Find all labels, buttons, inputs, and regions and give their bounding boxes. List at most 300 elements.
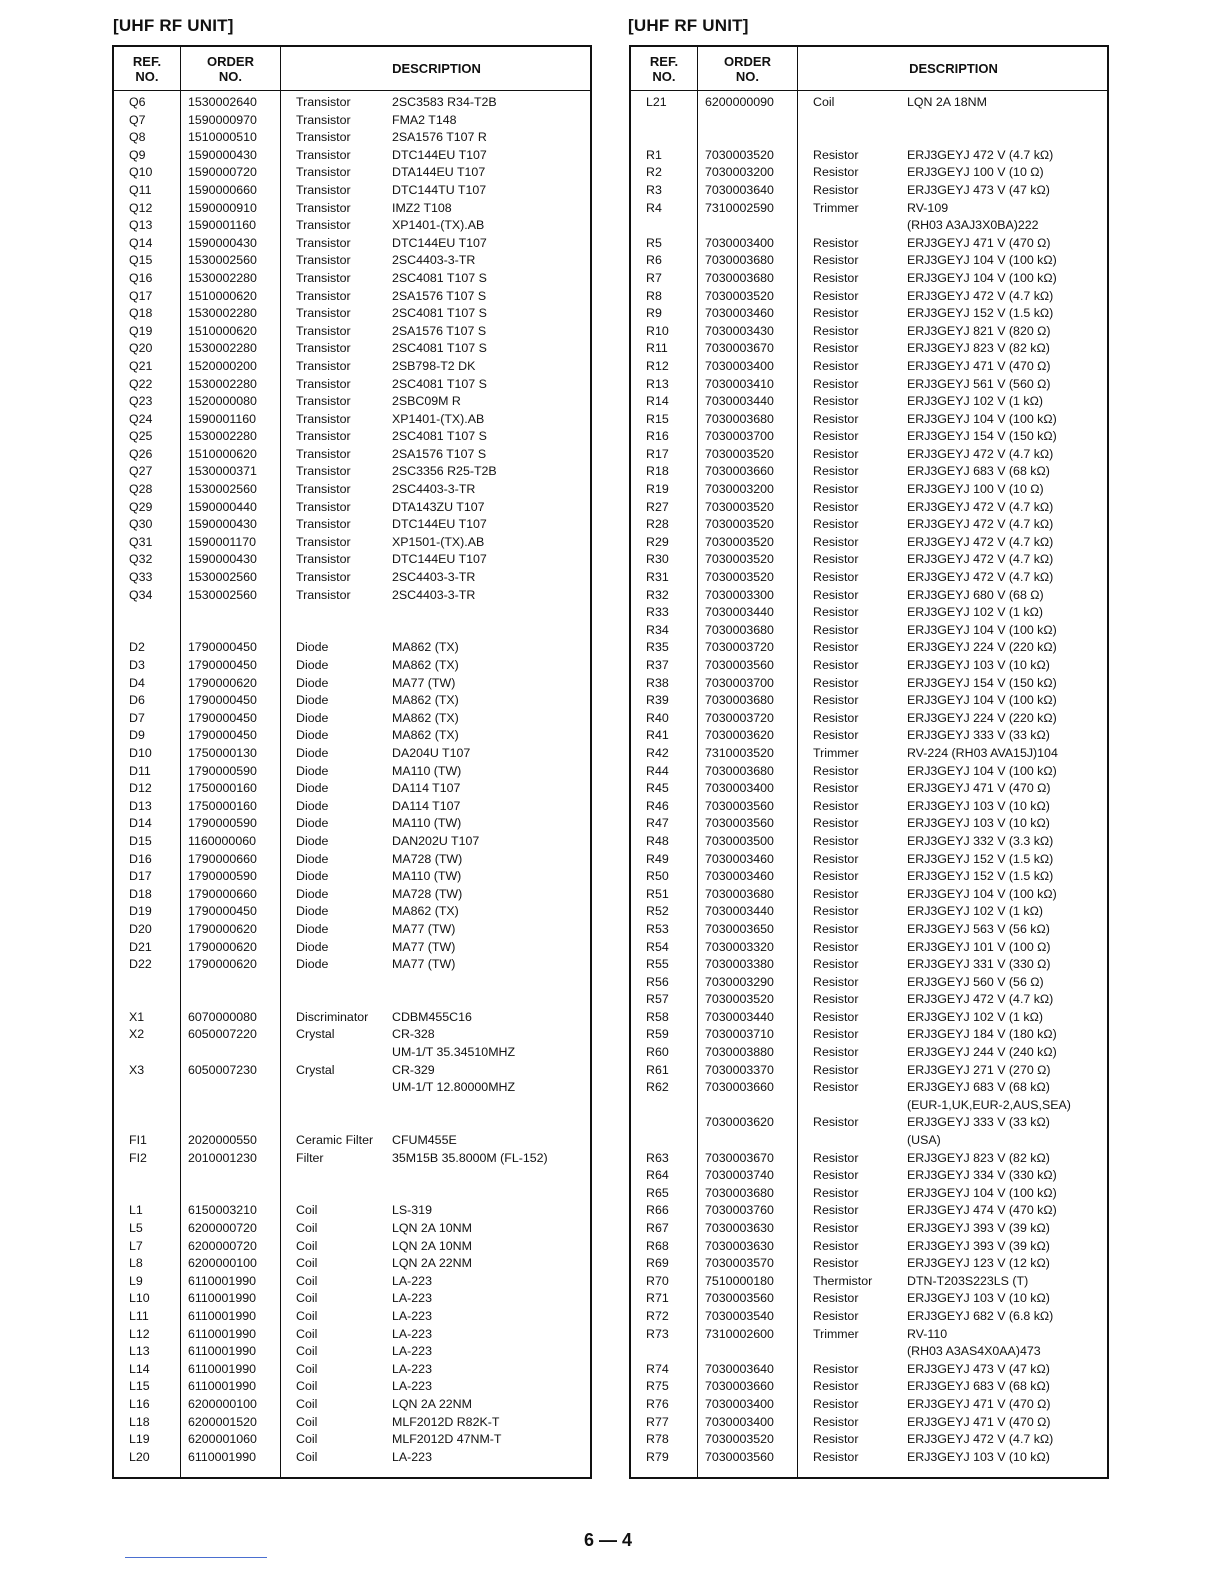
table-row	[631, 798, 1107, 816]
order-cell: 7030003560	[705, 816, 774, 831]
order-cell: 7030003460	[705, 306, 774, 321]
description-cell: LA-223	[392, 1449, 432, 1464]
ref-cell: FI1	[129, 1133, 147, 1148]
order-cell: 7030003380	[705, 957, 774, 972]
order-cell: 7030003700	[705, 675, 774, 690]
description-cell: DA114 T107	[392, 781, 461, 796]
description-cell: ERJ3GEYJ 244 V (240 kΩ)	[907, 1045, 1057, 1060]
order-cell: 1790000450	[188, 640, 257, 655]
description-cell: ERJ3GEYJ 471 V (470 Ω)	[907, 235, 1051, 250]
table-row	[114, 1220, 590, 1238]
ref-cell: R77	[646, 1414, 669, 1429]
description-cell: ERJ3GEYJ 224 V (220 kΩ)	[907, 710, 1057, 725]
ref-cell: Q27	[129, 464, 153, 479]
order-cell: 7030003520	[705, 517, 774, 532]
order-cell: 7310002600	[705, 1326, 774, 1341]
table-row	[114, 376, 590, 394]
table-row	[631, 639, 1107, 657]
type-cell: Resistor	[813, 869, 859, 884]
order-cell: 1520000080	[188, 394, 257, 409]
table-row	[114, 393, 590, 411]
order-cell: 7030003620	[705, 728, 774, 743]
type-cell: Resistor	[813, 587, 859, 602]
description-cell: ERJ3GEYJ 154 V (150 kΩ)	[907, 429, 1057, 444]
left-rows	[114, 94, 590, 1466]
table-row	[114, 217, 590, 235]
description-cell: DTC144EU T107	[392, 552, 487, 567]
description-cell: ERJ3GEYJ 224 V (220 kΩ)	[907, 640, 1057, 655]
type-cell: Resistor	[813, 605, 859, 620]
table-row	[114, 1308, 590, 1326]
ref-cell: Q6	[129, 95, 146, 109]
description-cell: RV-110	[907, 1326, 948, 1341]
description-cell: 2SC4081 T107 S	[392, 376, 487, 391]
description-cell: ERJ3GEYJ 683 V (68 kΩ)	[907, 1379, 1050, 1394]
page-number: 6 — 4	[584, 1530, 633, 1550]
type-cell: Resistor	[813, 1221, 859, 1235]
description-cell: ERJ3GEYJ 104 V (100 kΩ)	[907, 763, 1057, 778]
type-cell: Transistor	[296, 235, 351, 250]
ref-cell: Q10	[129, 165, 153, 180]
description-cell: LQN 2A 22NM	[392, 1396, 472, 1411]
type-cell: Resistor	[813, 658, 859, 672]
description-cell: 2SC4403-3-TR	[392, 570, 476, 585]
type-cell: Resistor	[813, 165, 859, 180]
description-cell: ERJ3GEYJ 683 V (68 kΩ)	[907, 1080, 1050, 1095]
ref-cell: R73	[646, 1326, 669, 1341]
order-cell: 6200000100	[188, 1396, 257, 1411]
description-cell: MA110 (TW)	[392, 816, 462, 831]
table-row	[631, 1378, 1107, 1396]
ref-cell: Q12	[129, 200, 153, 215]
description-cell: MA728 (TW)	[392, 851, 463, 866]
description-cell: ERJ3GEYJ 152 V (1.5 kΩ)	[907, 869, 1054, 884]
description-cell: ERJ3GEYJ 472 V (4.7 kΩ)	[907, 992, 1054, 1007]
ref-cell: L12	[129, 1326, 150, 1341]
order-cell: 7030003560	[705, 1291, 774, 1306]
description-cell: MA862 (TX)	[392, 693, 459, 708]
table-row	[631, 446, 1107, 464]
type-cell: Resistor	[813, 728, 859, 743]
order-cell: 1790000450	[188, 693, 257, 708]
description-cell: MLF2012D R82K-T	[392, 1414, 500, 1429]
table-row	[114, 499, 590, 517]
description-cell: ERJ3GEYJ 561 V (560 Ω)	[907, 376, 1051, 391]
table-row	[114, 340, 590, 358]
order-cell: 7030003200	[705, 165, 774, 180]
order-cell: 6200000720	[188, 1221, 257, 1235]
table-row	[631, 1290, 1107, 1308]
description-cell: LA-223	[392, 1326, 432, 1341]
ref-cell: D10	[129, 745, 152, 760]
ref-cell: R27	[646, 499, 669, 514]
type-cell: Coil	[296, 1326, 318, 1341]
order-cell: 7030003760	[705, 1203, 774, 1218]
ref-cell: R51	[646, 886, 669, 901]
type-cell: Diode	[296, 675, 329, 690]
type-cell: Trimmer	[813, 745, 859, 760]
order-cell: 7310002590	[705, 200, 774, 215]
order-cell: 6110001990	[188, 1379, 256, 1394]
ref-cell: D13	[129, 798, 152, 813]
description-cell: ERJ3GEYJ 104 V (100 kΩ)	[907, 253, 1057, 268]
table-row	[631, 1026, 1107, 1044]
type-cell: Transistor	[296, 376, 351, 391]
type-cell: Thermistor	[813, 1273, 873, 1288]
description-cell: 2SB798-T2 DK	[392, 358, 476, 373]
type-cell: Resistor	[813, 1308, 859, 1323]
ref-cell: R37	[646, 658, 669, 672]
ref-cell: R62	[646, 1080, 669, 1095]
order-cell: 7030003440	[705, 1009, 774, 1024]
table-row	[631, 974, 1107, 992]
description-cell: DTC144EU T107	[392, 235, 487, 250]
type-cell: Crystal	[296, 1062, 335, 1077]
description-cell: 2SC4081 T107 S	[392, 429, 487, 444]
ref-cell: D18	[129, 886, 152, 901]
ref-cell: Q15	[129, 253, 153, 268]
ref-cell: D20	[129, 921, 152, 936]
order-cell: 7030003670	[705, 341, 774, 356]
description-cell: DA114 T107	[392, 798, 461, 813]
type-cell: Diode	[296, 939, 329, 954]
order-cell: 7030003640	[705, 1361, 774, 1376]
type-cell: Transistor	[296, 130, 351, 145]
ref-cell: L11	[129, 1308, 149, 1323]
description-cell: MA862 (TX)	[392, 710, 459, 725]
type-cell: Resistor	[813, 394, 859, 409]
type-cell: Resistor	[813, 1185, 859, 1200]
order-cell: 7030003660	[705, 464, 774, 479]
ref-cell: L19	[129, 1432, 150, 1447]
order-cell: 1510000620	[188, 446, 257, 461]
table-row	[631, 1273, 1107, 1291]
table-row	[631, 657, 1107, 675]
type-cell: Transistor	[296, 288, 351, 303]
ref-cell: FI2	[129, 1150, 147, 1165]
type-cell: Transistor	[296, 218, 351, 233]
type-cell: Diode	[296, 957, 329, 972]
type-cell: Resistor	[813, 1027, 859, 1042]
ref-cell: X2	[129, 1027, 145, 1042]
order-cell: 7030003400	[705, 358, 774, 373]
table-row	[114, 1290, 590, 1308]
ref-cell: R19	[646, 482, 669, 497]
type-cell: Transistor	[296, 517, 351, 532]
ref-cell: R12	[646, 358, 669, 373]
header-divider	[631, 90, 1107, 91]
order-cell: 7030003290	[705, 974, 774, 989]
table-row	[631, 1097, 1107, 1115]
ref-cell: L7	[129, 1238, 143, 1253]
type-cell: Transistor	[296, 253, 351, 268]
type-cell: Trimmer	[813, 1326, 859, 1341]
order-cell: 7030003520	[705, 1432, 774, 1447]
table-row	[114, 182, 590, 200]
order-cell: 6200001520	[188, 1414, 257, 1429]
type-cell: Coil	[296, 1344, 318, 1359]
table-row	[114, 974, 590, 992]
table-row	[631, 587, 1107, 605]
order-cell: 1530002560	[188, 587, 257, 602]
table-row	[631, 710, 1107, 728]
table-row	[631, 1238, 1107, 1256]
table-row	[631, 217, 1107, 235]
type-cell: Coil	[296, 1414, 318, 1429]
table-row	[114, 1361, 590, 1379]
description-cell: MA77 (TW)	[392, 939, 456, 954]
ref-cell: R35	[646, 640, 669, 655]
table-row	[114, 833, 590, 851]
ref-cell: Q23	[129, 394, 153, 409]
table-row	[114, 780, 590, 798]
table-row	[631, 1114, 1107, 1132]
type-cell: Resistor	[813, 1256, 859, 1271]
ref-cell: L8	[129, 1256, 143, 1271]
type-cell: Resistor	[813, 1115, 859, 1130]
ref-cell: Q32	[129, 552, 153, 567]
description-cell: ERJ3GEYJ 471 V (470 Ω)	[907, 781, 1051, 796]
order-cell: 7030003400	[705, 1414, 774, 1429]
description-cell: CFUM455E	[392, 1133, 457, 1148]
ref-cell: R32	[646, 587, 669, 602]
order-cell: 7030003680	[705, 1185, 774, 1200]
order-cell: 7030003710	[705, 1027, 774, 1042]
order-cell: 7030003720	[705, 640, 774, 655]
right-heading: [UHF RF UNIT]	[628, 16, 749, 35]
description-cell: LQN 2A 18NM	[907, 95, 987, 109]
description-cell: XP1501-(TX).AB	[392, 534, 485, 549]
table-row	[631, 147, 1107, 165]
type-cell: Coil	[296, 1432, 318, 1447]
description-cell: MA862 (TX)	[392, 640, 459, 655]
ref-cell: R55	[646, 957, 669, 972]
header-divider	[114, 90, 590, 91]
table-row	[114, 463, 590, 481]
order-cell: 7030003680	[705, 253, 774, 268]
type-cell: Resistor	[813, 1449, 859, 1464]
ref-cell: L20	[129, 1449, 150, 1464]
ref-cell: D12	[129, 781, 152, 796]
ref-cell: R28	[646, 517, 669, 532]
ref-cell: R38	[646, 675, 669, 690]
order-cell: 7030003500	[705, 833, 774, 848]
type-cell: Transistor	[296, 411, 351, 426]
ref-cell: Q34	[129, 587, 153, 602]
ref-cell: L1	[129, 1203, 143, 1218]
table-row	[631, 921, 1107, 939]
header-description: DESCRIPTION	[909, 61, 998, 76]
table-row	[631, 1431, 1107, 1449]
description-cell: 2SC4081 T107 S	[392, 341, 487, 356]
type-cell: Resistor	[813, 570, 859, 585]
order-cell: 7030003440	[705, 904, 774, 919]
description-cell: MA728 (TW)	[392, 886, 463, 901]
order-cell: 1590000720	[188, 165, 257, 180]
table-row	[631, 288, 1107, 306]
order-cell: 7030003460	[705, 851, 774, 866]
order-cell: 6110001990	[188, 1308, 256, 1323]
description-cell: ERJ3GEYJ 103 V (10 kΩ)	[907, 798, 1050, 813]
left-parts-table	[112, 45, 592, 1479]
type-cell: Transistor	[296, 165, 351, 180]
type-cell: Transistor	[296, 429, 351, 444]
description-cell: ERJ3GEYJ 100 V (10 Ω)	[907, 165, 1044, 180]
ref-cell: R3	[646, 182, 662, 197]
type-cell: Diode	[296, 640, 329, 655]
type-cell: Resistor	[813, 1168, 859, 1183]
table-row	[114, 235, 590, 253]
table-row	[631, 376, 1107, 394]
table-row	[114, 815, 590, 833]
order-cell: 7030003460	[705, 869, 774, 884]
order-cell: 6150003210	[188, 1203, 257, 1218]
description-cell: ERJ3GEYJ 123 V (12 kΩ)	[907, 1256, 1050, 1271]
table-row	[631, 956, 1107, 974]
ref-cell: R46	[646, 798, 669, 813]
ref-cell: R61	[646, 1062, 669, 1077]
type-cell: Trimmer	[813, 200, 859, 215]
order-cell: 1590000430	[188, 147, 257, 162]
ref-cell: D4	[129, 675, 145, 690]
type-cell: Transistor	[296, 394, 351, 409]
order-cell: 6110001990	[188, 1344, 256, 1359]
table-row	[114, 358, 590, 376]
type-cell: Resistor	[813, 1432, 859, 1447]
ref-cell: R66	[646, 1203, 669, 1218]
table-row	[114, 956, 590, 974]
order-cell: 1590001160	[188, 411, 256, 426]
description-cell: ERJ3GEYJ 471 V (470 Ω)	[907, 1414, 1051, 1429]
left-heading: [UHF RF UNIT]	[113, 16, 234, 35]
description-cell: LA-223	[392, 1308, 432, 1323]
table-row	[114, 1009, 590, 1027]
table-row	[114, 692, 590, 710]
table-row	[631, 305, 1107, 323]
ref-cell: X1	[129, 1009, 145, 1024]
ref-cell: Q31	[129, 534, 153, 549]
type-cell: Transistor	[296, 306, 351, 321]
type-cell: Resistor	[813, 1379, 859, 1394]
table-row	[114, 446, 590, 464]
order-cell: 1790000590	[188, 869, 257, 884]
description-cell: ERJ3GEYJ 472 V (4.7 kΩ)	[907, 570, 1054, 585]
order-cell: 1590000430	[188, 552, 257, 567]
table-row	[114, 1414, 590, 1432]
order-cell: 6110001990	[188, 1361, 256, 1376]
description-cell: MA77 (TW)	[392, 921, 456, 936]
ref-cell: Q8	[129, 130, 146, 145]
table-row	[114, 903, 590, 921]
description-cell: 2SBC09M R	[392, 394, 461, 409]
description-cell: ERJ3GEYJ 184 V (180 kΩ)	[907, 1027, 1057, 1042]
table-row	[114, 1255, 590, 1273]
table-row	[631, 516, 1107, 534]
table-row	[114, 252, 590, 270]
order-cell: 1520000200	[188, 358, 257, 373]
order-cell: 1790000450	[188, 904, 257, 919]
type-cell: Resistor	[813, 640, 859, 655]
ref-cell: R45	[646, 781, 669, 796]
order-cell: 1590001160	[188, 218, 256, 233]
order-cell: 7030003560	[705, 798, 774, 813]
table-row	[114, 657, 590, 675]
table-row	[631, 1396, 1107, 1414]
table-row	[114, 534, 590, 552]
type-cell: Diode	[296, 658, 329, 672]
table-row	[631, 1079, 1107, 1097]
ref-cell: R15	[646, 411, 669, 426]
description-cell: ERJ3GEYJ 102 V (1 kΩ)	[907, 1009, 1043, 1024]
ref-cell: R58	[646, 1009, 669, 1024]
table-row	[114, 1026, 590, 1044]
type-cell: Transistor	[296, 464, 351, 479]
type-cell: Crystal	[296, 1027, 335, 1042]
type-cell: Resistor	[813, 499, 859, 514]
type-cell: Coil	[296, 1221, 318, 1235]
description-cell: ERJ3GEYJ 472 V (4.7 kΩ)	[907, 446, 1054, 461]
type-cell: Resistor	[813, 921, 859, 936]
type-cell: Resistor	[813, 904, 859, 919]
order-cell: 1510000620	[188, 288, 257, 303]
description-cell: ERJ3GEYJ 332 V (3.3 kΩ)	[907, 833, 1054, 848]
type-cell: Resistor	[813, 464, 859, 479]
type-cell: Transistor	[296, 446, 351, 461]
description-cell: 2SA1576 T107 R	[392, 130, 487, 145]
table-row	[631, 534, 1107, 552]
ref-cell: R65	[646, 1185, 669, 1200]
table-row	[114, 1273, 590, 1291]
ref-cell: D22	[129, 957, 152, 972]
description-cell: LA-223	[392, 1361, 432, 1376]
type-cell: Resistor	[813, 517, 859, 532]
order-cell: 1750000160	[188, 781, 257, 796]
table-row	[114, 1185, 590, 1203]
description-cell: 2SC4403-3-TR	[392, 587, 476, 602]
table-row	[631, 1185, 1107, 1203]
description-cell: ERJ3GEYJ 102 V (1 kΩ)	[907, 605, 1043, 620]
order-cell: 7030003520	[705, 499, 774, 514]
type-cell: Transistor	[296, 587, 351, 602]
type-cell: Diode	[296, 781, 329, 796]
type-cell: Coil	[296, 1238, 318, 1253]
order-cell: 1530002280	[188, 306, 257, 321]
ref-cell: Q19	[129, 323, 153, 338]
table-row	[631, 164, 1107, 182]
type-cell: Diode	[296, 921, 329, 936]
type-cell: Resistor	[813, 147, 859, 162]
description-cell: ERJ3GEYJ 472 V (4.7 kΩ)	[907, 499, 1054, 514]
ref-cell: R30	[646, 552, 669, 567]
order-cell: 7030003300	[705, 587, 774, 602]
ref-cell: R75	[646, 1379, 669, 1394]
order-cell: 7030003620	[705, 1115, 774, 1130]
table-row	[631, 499, 1107, 517]
order-cell: 7030003520	[705, 992, 774, 1007]
type-cell: Resistor	[813, 1238, 859, 1253]
type-cell: Transistor	[296, 358, 351, 373]
table-row	[631, 833, 1107, 851]
order-cell: 6110001990	[188, 1291, 256, 1306]
table-row	[631, 481, 1107, 499]
ref-cell: L18	[129, 1414, 150, 1429]
type-cell: Resistor	[813, 270, 859, 285]
ref-cell: L10	[129, 1291, 150, 1306]
table-row	[114, 1150, 590, 1168]
order-cell: 6050007230	[188, 1062, 257, 1077]
table-row	[631, 1414, 1107, 1432]
description-cell: DTC144TU T107	[392, 182, 487, 197]
